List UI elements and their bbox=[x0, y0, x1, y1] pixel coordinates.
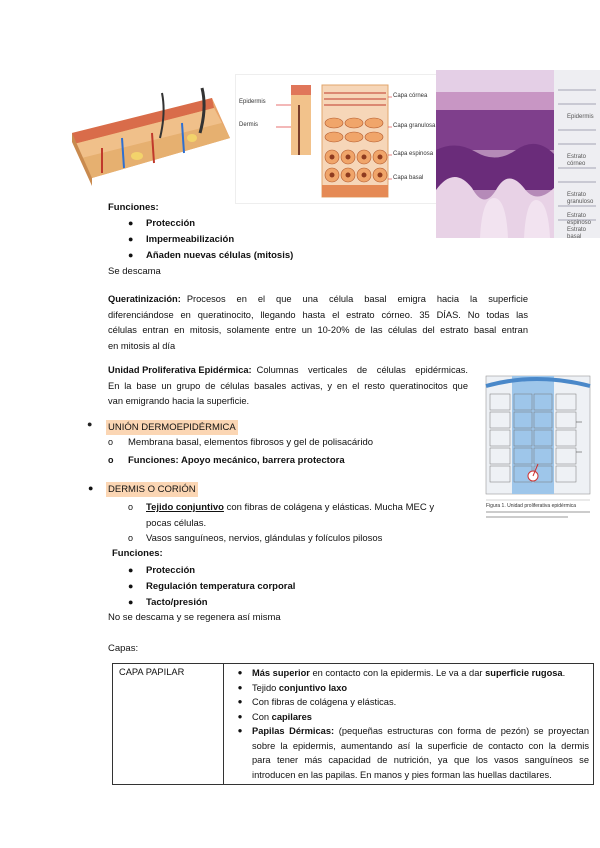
funcion-item: Protección bbox=[146, 218, 196, 229]
dermis-tejido-line1 bbox=[146, 500, 434, 515]
b5-bold: Papilas Dérmicas: bbox=[252, 726, 335, 736]
bullet-icon: ● bbox=[128, 581, 134, 591]
circle-bullet-icon: o bbox=[128, 502, 134, 512]
queratinizacion-paragraph bbox=[108, 292, 528, 354]
b4-pre: Con bbox=[252, 711, 270, 722]
heading-bullet-icon: ● bbox=[87, 419, 93, 429]
b5-line1: (pequeñas estructuras con forma de pezón) se proyectan bbox=[338, 726, 590, 736]
capas-table bbox=[112, 663, 594, 785]
bullet-icon: ● bbox=[237, 668, 243, 677]
bullet-icon: ● bbox=[128, 218, 134, 228]
circle-bullet-icon: o bbox=[128, 533, 134, 543]
b1-bold2: superficie rugosa bbox=[485, 668, 563, 678]
micro-label-corneo: Estrato córneo bbox=[567, 154, 587, 167]
bullet-icon: ● bbox=[237, 682, 243, 692]
upe-line3: van emigrando hacia la superficie. bbox=[108, 396, 250, 406]
union-item: Membrana basal, elementos fibrosos y gel de polisacárido bbox=[128, 437, 374, 448]
circle-bullet-icon: o bbox=[108, 437, 114, 447]
se-descama-text: Se descama bbox=[108, 266, 161, 277]
upe-line2: En la base un grupo de células basales activas, y en el resto queratinocitos que bbox=[108, 380, 468, 391]
list-item bbox=[228, 681, 589, 696]
epidermis-layers-diagram bbox=[235, 74, 437, 204]
b1-bold: Más superior bbox=[252, 668, 310, 678]
dermis-funciones-title: Funciones: bbox=[112, 548, 163, 559]
b1-rest: en contacto con la epidermis. Le va a dar bbox=[312, 668, 483, 678]
union-heading: UNIÓN DERMOEPIDÉRMICA bbox=[108, 422, 236, 433]
dermis-funcion: Regulación temperatura corporal bbox=[146, 581, 296, 592]
upe-line1: Columnas verticales de células epidérmicas. bbox=[256, 365, 468, 375]
bullet-icon: ● bbox=[128, 565, 134, 575]
tejido-rest: con fibras de colágena y elásticas. Mucha MEC y bbox=[226, 502, 435, 513]
dermis-funcion: Protección bbox=[146, 565, 196, 576]
label-capa-cornea: Capa córnea bbox=[393, 93, 428, 99]
upe-figure-image bbox=[478, 372, 596, 522]
queratinizacion-term: Queratinización: bbox=[108, 294, 181, 304]
micro-label-granuloso: Estrato granuloso bbox=[567, 192, 594, 205]
b3: Con fibras de colágena y elásticas. bbox=[252, 697, 397, 707]
dermis-heading: DERMIS O CORIÓN bbox=[108, 484, 196, 495]
bullet-icon: ● bbox=[128, 597, 134, 607]
label-capa-granulosa: Capa granulosa bbox=[393, 123, 436, 129]
dermis-after-text: No se descama y se regenera así misma bbox=[108, 612, 281, 623]
label-dermis: Dermis bbox=[239, 122, 258, 128]
micro-label-basal: Estrato basal bbox=[567, 227, 587, 238]
table-row bbox=[113, 664, 594, 785]
b2-bold: conjuntivo laxo bbox=[278, 682, 348, 693]
funciones-title: Funciones: bbox=[108, 202, 159, 213]
union-item: Funciones: Apoyo mecánico, barrera protectora bbox=[128, 455, 345, 466]
bullet-icon: ● bbox=[237, 726, 243, 735]
heading-bullet-icon: ● bbox=[88, 483, 94, 493]
dermis-funcion: Tacto/presión bbox=[146, 597, 208, 608]
dermis-vasos: Vasos sanguíneos, nervios, glándulas y folículos pilosos bbox=[146, 533, 383, 544]
bullet-icon: ● bbox=[128, 250, 134, 260]
capa-papilar-content bbox=[224, 664, 594, 785]
funcion-item: Añaden nuevas células (mitosis) bbox=[146, 250, 294, 261]
queratinizacion-line2: diferenciándose en queratinocito, llegando hasta el estrato córneo. 35 DÍAS. No todas las bbox=[108, 309, 528, 320]
upe-figure-caption: Figura 1. Unidad proliferativa epidérmica bbox=[486, 503, 577, 509]
micro-label-espinoso: Estrato espinoso bbox=[567, 213, 592, 226]
b4-bold: capilares bbox=[271, 711, 312, 722]
label-capa-basal: Capa basal bbox=[393, 175, 424, 181]
bullet-icon: ● bbox=[128, 234, 134, 244]
funcion-item: Impermeabilización bbox=[146, 234, 235, 245]
b1-end: . bbox=[562, 668, 566, 678]
tejido-term: Tejido conjuntivo bbox=[146, 502, 224, 513]
capas-title: Capas: bbox=[108, 643, 139, 654]
queratinizacion-line3: células entran en mitosis, solamente entre un 10-20% de las células del estrato basal entran bbox=[108, 325, 528, 335]
queratinizacion-line1: Procesos en el que una célula basal emigra hacia la superficie bbox=[186, 294, 528, 304]
micro-label-epidermis: Epidermis bbox=[567, 114, 594, 120]
skin-diagram-image bbox=[62, 78, 234, 190]
list-item bbox=[228, 695, 589, 710]
capa-papilar-label: CAPA PAPILAR bbox=[113, 664, 224, 785]
bullet-icon: ● bbox=[237, 711, 243, 721]
circle-bullet-icon: o bbox=[108, 455, 114, 465]
upe-term: Unidad Proliferativa Epidérmica: bbox=[108, 365, 252, 375]
list-item bbox=[228, 666, 589, 681]
skin-micrograph-image bbox=[436, 70, 600, 238]
b5-line4: introducen en las papilas. En manos y pies forman las huellas dactilares. bbox=[252, 769, 552, 780]
label-capa-espinosa: Capa espinosa bbox=[393, 151, 434, 157]
upe-paragraph bbox=[108, 363, 468, 410]
queratinizacion-line4: en mitosis al día bbox=[108, 340, 176, 351]
b2-pre: Tejido bbox=[252, 682, 277, 693]
list-item bbox=[228, 710, 589, 725]
label-epidermis: Epidermis bbox=[239, 99, 266, 105]
bullet-icon: ● bbox=[237, 697, 243, 706]
list-item bbox=[228, 724, 589, 782]
dermis-tejido-line2: pocas células. bbox=[146, 518, 207, 529]
b5-line2: sobre la epidermis, aumentando así la superficie de contacto con la dermis bbox=[252, 740, 589, 751]
b5-line3: para tener más capacidad de nutrición, ya que los vasos sanguíneos se bbox=[252, 755, 589, 765]
